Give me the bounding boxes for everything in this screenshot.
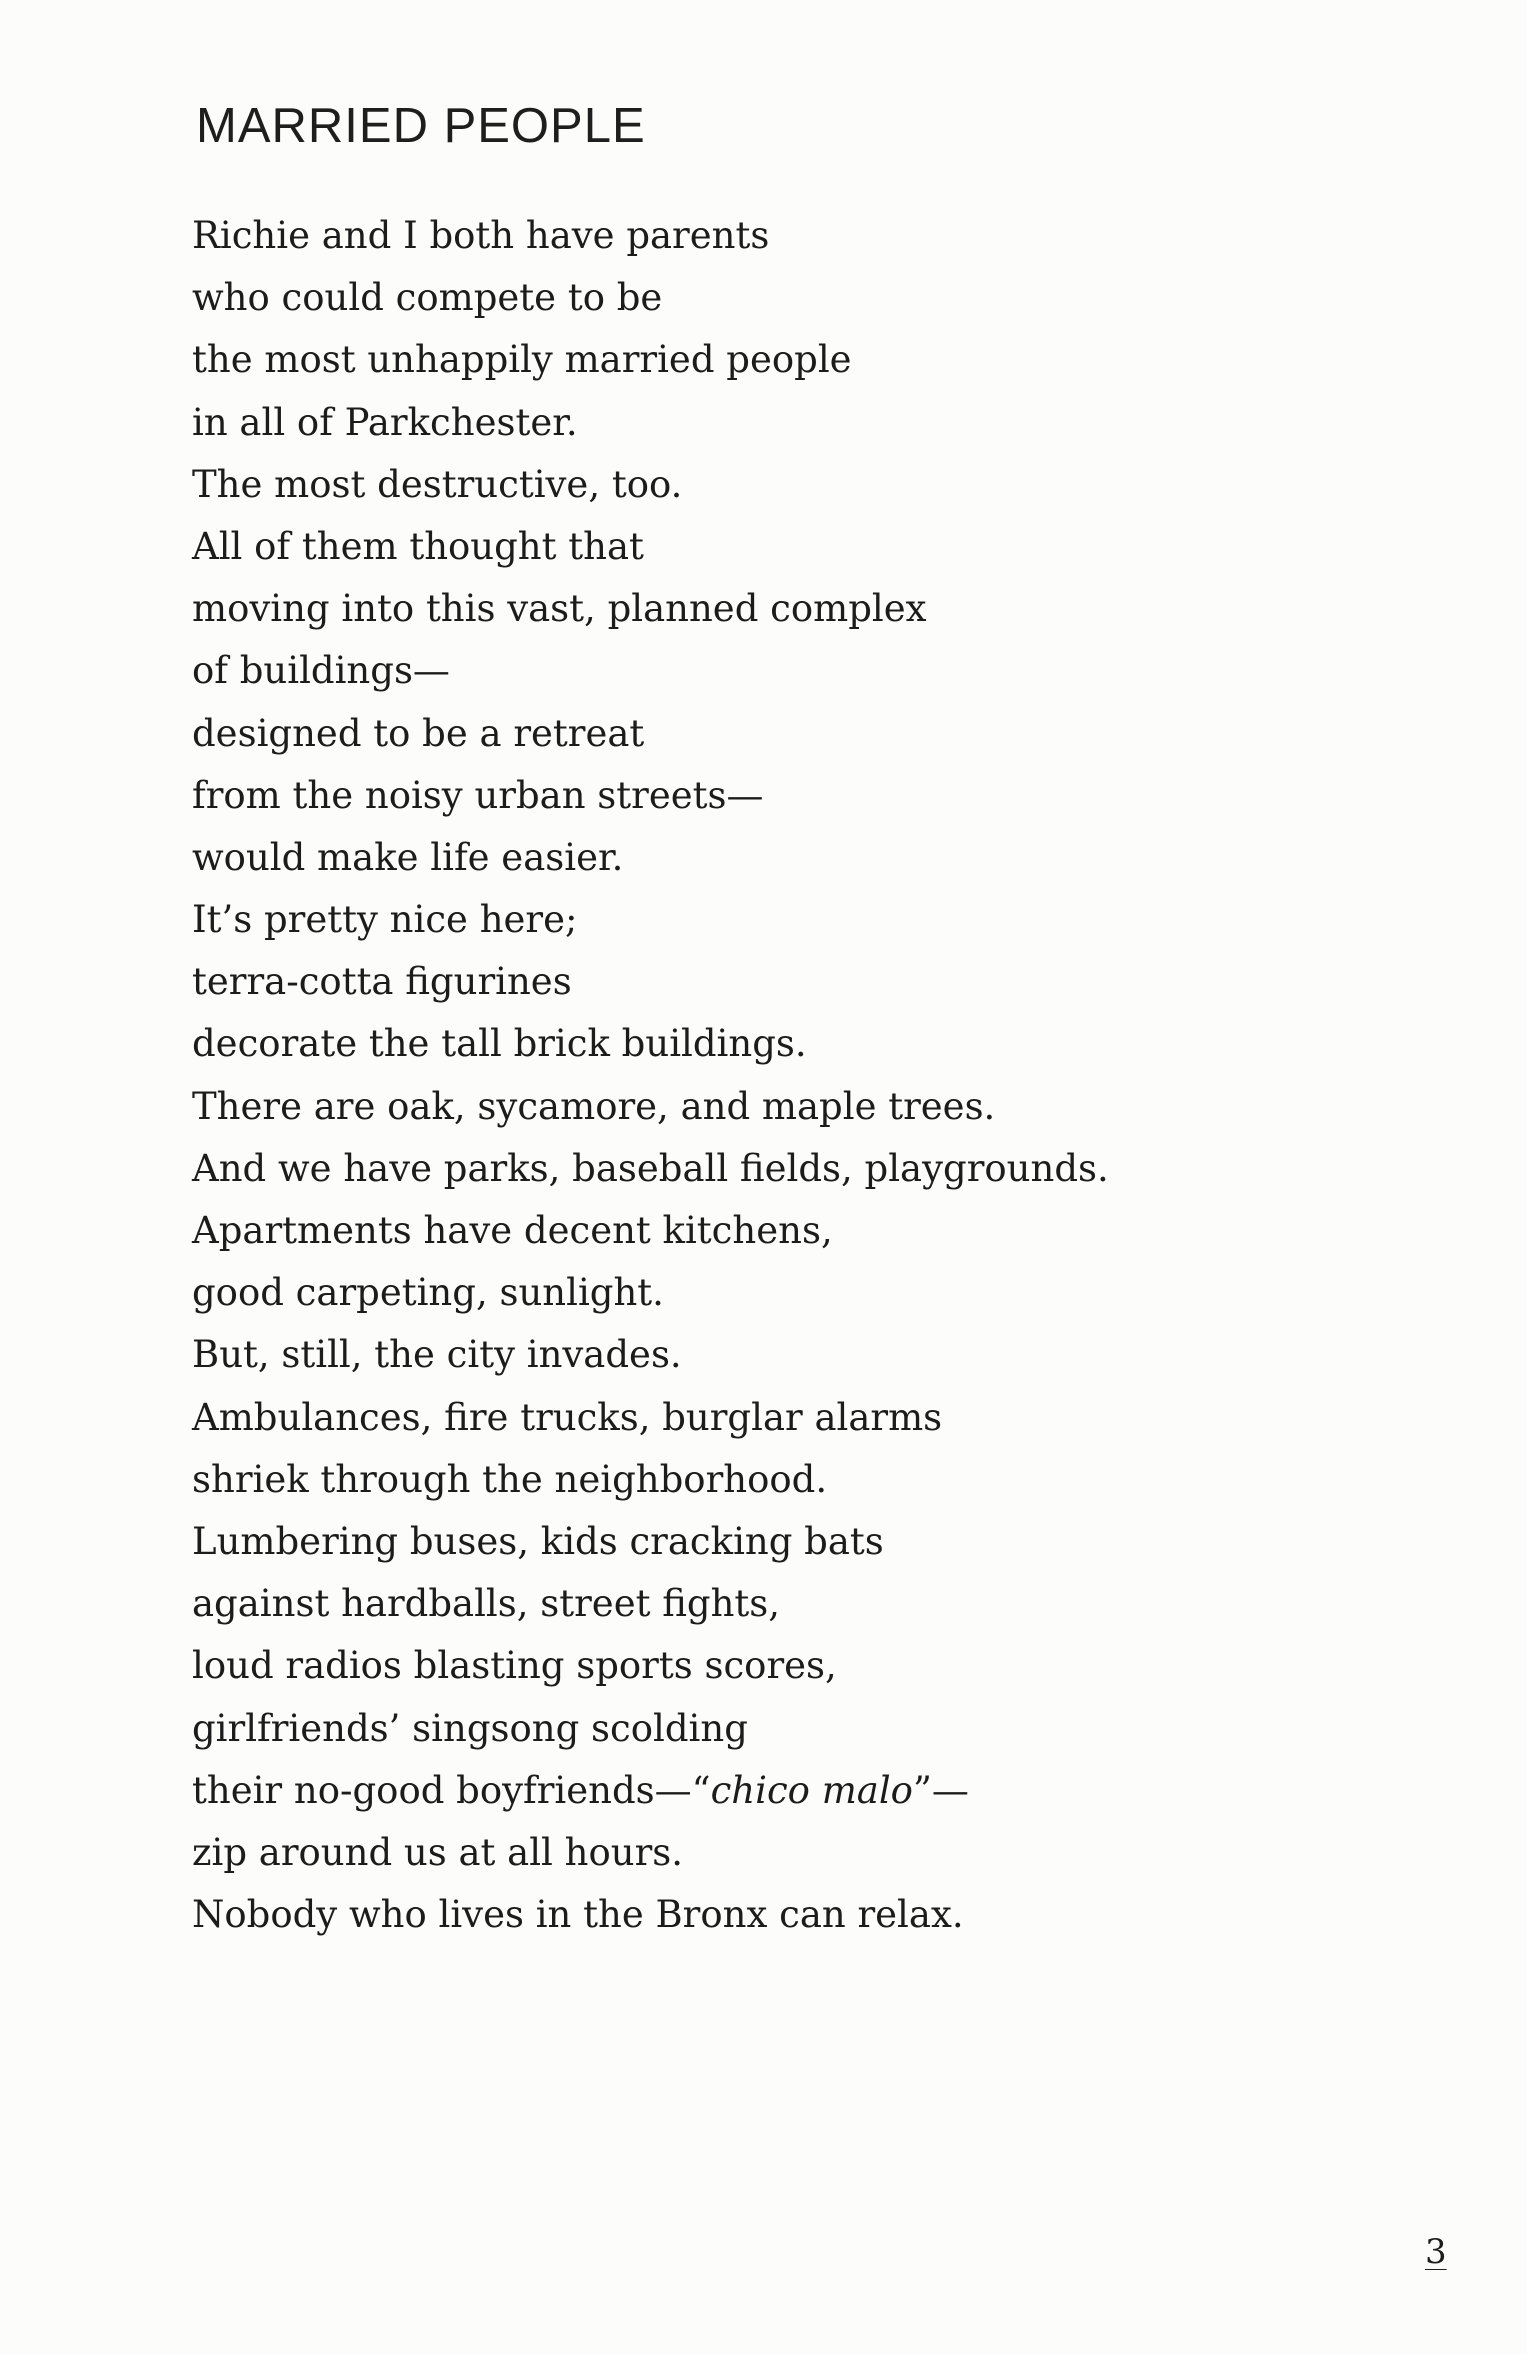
poem-line [192, 1138, 1109, 1200]
poem-line [192, 329, 1109, 391]
poem-line [192, 1387, 1109, 1449]
poem-line-text: moving into this vast, planned complex [192, 587, 927, 631]
poem-line-text: of buildings— [192, 649, 450, 693]
poem-line [192, 1573, 1109, 1635]
poem-line [192, 1262, 1109, 1324]
poem-line-text: Richie and I both have parents [192, 214, 770, 257]
poem-line [192, 1324, 1109, 1386]
poem-line-text: The most destructive, too. [192, 462, 683, 506]
poem-line [192, 1760, 1109, 1822]
poem-line [192, 765, 1109, 827]
poem-line [192, 267, 1109, 329]
poem-line [192, 889, 1109, 951]
poem-line [192, 1822, 1109, 1884]
poem-line [192, 951, 1109, 1013]
poem-line-text: It’s pretty nice here; [192, 898, 578, 942]
poem-line-text: good carpeting, sunlight. [192, 1271, 664, 1315]
poem-line [192, 1076, 1109, 1138]
page-number: 3 [1425, 2232, 1447, 2272]
poem-line [192, 1698, 1109, 1760]
poem-line-text: And we have parks, baseball fields, playgrounds. [192, 1146, 1109, 1190]
poem-line-text: the most unhappily married people [192, 338, 852, 382]
poem-line-text: But, still, the city invades. [192, 1333, 682, 1377]
poem-line [192, 1200, 1109, 1262]
poem-line [192, 205, 1109, 267]
poem-line-text: against hardballs, street fights, [192, 1582, 781, 1626]
poem-title: MARRIED PEOPLE [196, 99, 646, 153]
poem-line-text: designed to be a retreat [192, 711, 645, 755]
poem-line-text: girlfriends’ singsong scolding [192, 1706, 748, 1750]
poem-line [192, 578, 1109, 640]
poem-line-text: their no-good boyfriends—“ [192, 1768, 711, 1812]
poem-line-text: from the noisy urban streets— [192, 773, 764, 817]
poem-line [192, 640, 1109, 702]
poem-body [192, 205, 1109, 1946]
poem-line [192, 516, 1109, 578]
poem-line-text: decorate the tall brick buildings. [192, 1022, 807, 1066]
poem-line-after: ”— [912, 1768, 969, 1812]
poem-line [192, 1511, 1109, 1573]
poem-line-text: Lumbering buses, kids cracking bats [192, 1519, 884, 1563]
poem-line [192, 1449, 1109, 1511]
poem-line [192, 1635, 1109, 1697]
poem-line-text: All of them thought that [192, 524, 644, 568]
poem-line-text: in all of Parkchester. [192, 400, 578, 444]
poem-line [192, 454, 1109, 516]
poem-line [192, 703, 1109, 765]
poem-line-text: would make life easier. [192, 835, 624, 879]
poem-line-text: shriek through the neighborhood. [192, 1457, 828, 1501]
poem-line [192, 1884, 1109, 1946]
poem-line [192, 827, 1109, 889]
poem-line-italic: chico malo [710, 1768, 913, 1812]
poem-line-text: Nobody who lives in the Bronx can relax. [192, 1893, 964, 1937]
poem-line-text: Ambulances, fire trucks, burglar alarms [192, 1395, 943, 1439]
poem-line [192, 392, 1109, 454]
poem-line-text: There are oak, sycamore, and maple trees. [192, 1084, 996, 1128]
poem-line-text: terra-cotta figurines [192, 960, 572, 1004]
poem-line-text: Apartments have decent kitchens, [192, 1209, 833, 1252]
poem-line-text: who could compete to be [192, 276, 663, 320]
poem-line-text: loud radios blasting sports scores, [192, 1644, 837, 1688]
poem-line-text: zip around us at all hours. [192, 1830, 684, 1874]
poem-line [192, 1013, 1109, 1075]
